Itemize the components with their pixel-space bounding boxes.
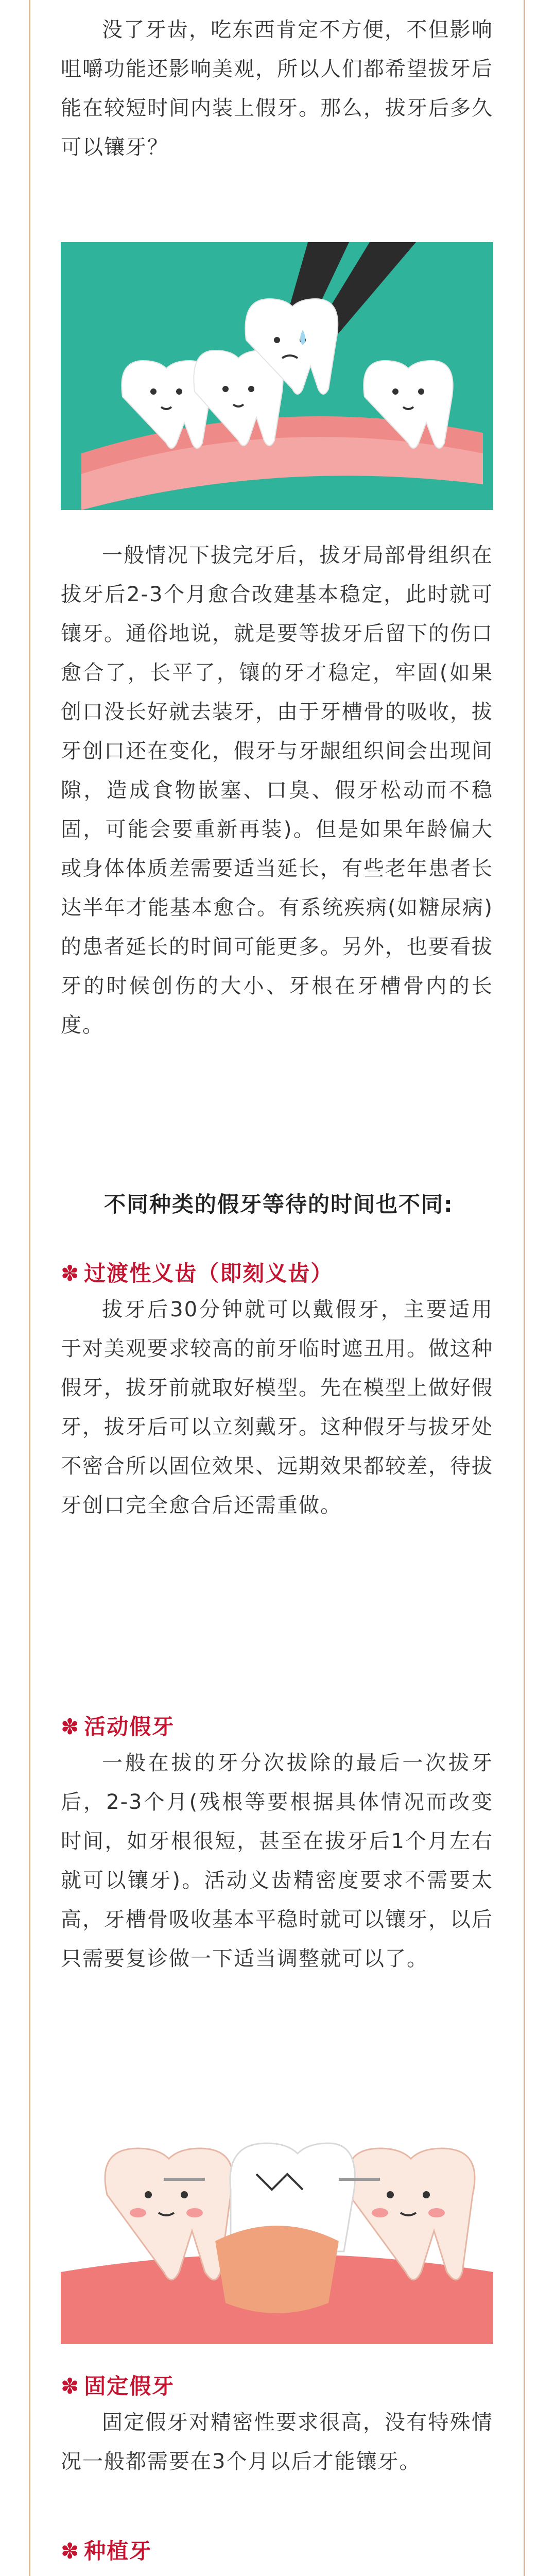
section-text: 固定假牙对精密性要求很高，没有特殊情况一般都需要在3个月以后才能镶牙。 [61, 2411, 493, 2473]
flower-icon: ✽ [61, 1261, 80, 1286]
section-text: 一般在拔的牙分次拔除的最后一次拔牙后，2-3个月(残根等要根据具体情况而改变时间，如牙根很短，甚至在拔牙后1个月左右就可以镶牙)。活动义齿精密度要求不需要太高，牙槽骨吸收基本平稳时就可以镶牙，以后只需要复诊做一下适当调整就可以了。 [61, 1751, 493, 1971]
flower-icon: ✽ [61, 2538, 80, 2564]
section-fixed [61, 2370, 493, 2481]
section-heading [61, 1257, 493, 1290]
types-title: 不同种类的假牙等待的时间也不同: [104, 1192, 454, 1217]
intro-paragraph: 没了牙齿，吃东西肯定不方便，不但影响咀嚼功能还影响美观，所以人们都希望拔牙后能在较短时间内装上假牙。那么，拔牙后多久可以镶牙？ [61, 18, 493, 159]
section-text [61, 2568, 493, 2576]
section-implant [61, 2535, 493, 2576]
section-text: 拔牙后30分钟就可以戴假牙，主要适用于对美观要求较高的前牙临时遮丑用。做这种假牙，拔牙前就取好模型。先在模型上做好假牙，拔牙后可以立刻戴牙。这种假牙与拔牙处不密合所以固位效果、远期效果都较差，待拔牙创口完全愈合后还需重做。 [61, 1298, 493, 1517]
para1-block [61, 536, 493, 1045]
section-title: 过渡性义齿（即刻义齿） [84, 1261, 334, 1286]
section-title: 固定假牙 [84, 2374, 175, 2399]
section-heading [61, 2370, 493, 2403]
flower-icon: ✽ [61, 2374, 80, 2399]
types-title-block [61, 1185, 493, 1224]
tooth-extraction-illustration [61, 242, 493, 510]
section-heading [61, 1710, 493, 1743]
bridge-teeth-illustration [61, 2117, 493, 2344]
intro-block [61, 10, 493, 167]
para1: 一般情况下拔完牙后，拔牙局部骨组织在拔牙后2-3个月愈合改建基本稳定，此时就可镶牙。通俗地说，就是要等拔牙后留下的伤口愈合了，长平了，镶的牙才稳定，牢固(如果创口没长好就去装牙，由于牙槽骨的吸收，拔牙创口还在变化，假牙与牙龈组织间会出现间隙，造成食物嵌塞、口臭、假牙松动而不稳固，可能会要重新再装)。但是如果年龄偏大或身体体质差需要适当延长，有些老年患者长达半年才能基本愈合。有系统疾病(如糖尿病)的患者延长的时间可能更多。另外，也要看拔牙的时候创伤的大小、牙根在牙槽骨内的长度。 [61, 544, 493, 1037]
section-heading [61, 2535, 493, 2568]
section-title: 活动假牙 [84, 1714, 175, 1739]
section-removable [61, 1710, 493, 1978]
section-transitional [61, 1257, 493, 1525]
flower-icon: ✽ [61, 1714, 80, 1739]
section-title: 种植牙 [84, 2538, 152, 2564]
